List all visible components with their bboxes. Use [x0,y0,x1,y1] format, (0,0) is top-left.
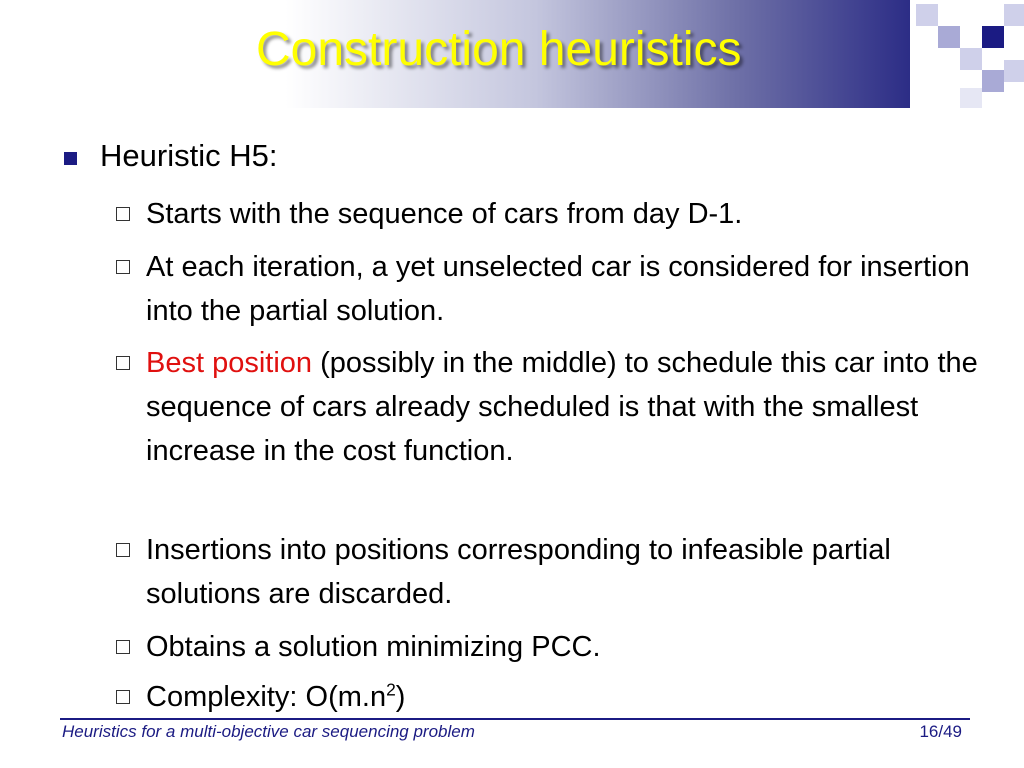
deco-square [1004,4,1024,26]
list-item: Insertions into positions corresponding to infeasible partial solutions are discarded. [146,534,891,610]
deco-square [916,4,938,26]
deco-square [1004,60,1024,82]
list-item: Starts with the sequence of cars from day D-1. [146,198,743,230]
hollow-square-icon [116,543,130,557]
hollow-square-icon [116,640,130,654]
slide-title: Construction heuristics [256,23,742,76]
hollow-square-icon [116,356,130,370]
deco-square [982,26,1004,48]
deco-square [960,48,982,70]
deco-square [938,26,960,48]
page-number: 16/49 [919,722,962,741]
footer-divider [60,718,970,720]
list-item [146,341,1006,473]
decorative-squares [910,0,1024,110]
deco-square [960,88,982,108]
list-item: At each iteration, a yet unselected car is considered for insertion into the partial solution. [146,251,970,327]
filled-square-icon [64,152,77,165]
item-text: Complexity: O(m.n [146,681,387,713]
list-item: Obtains a solution minimizing PCC. [146,631,601,663]
superscript: 2 [386,679,396,700]
highlight-text: Best position [146,347,313,379]
hollow-square-icon [116,207,130,221]
heading-bullet: Heuristic H5: [100,138,278,173]
footer-title: Heuristics for a multi-objective car sequencing problem [62,722,475,741]
item-suffix: ) [395,681,406,713]
item-text: (possibly in the middle) to schedule this car into the sequence of cars already scheduled is that with the smallest increase in the cost function. [146,347,978,467]
hollow-square-icon [116,690,130,704]
list-item [146,675,1006,719]
deco-square [982,70,1004,92]
hollow-square-icon [116,260,130,274]
